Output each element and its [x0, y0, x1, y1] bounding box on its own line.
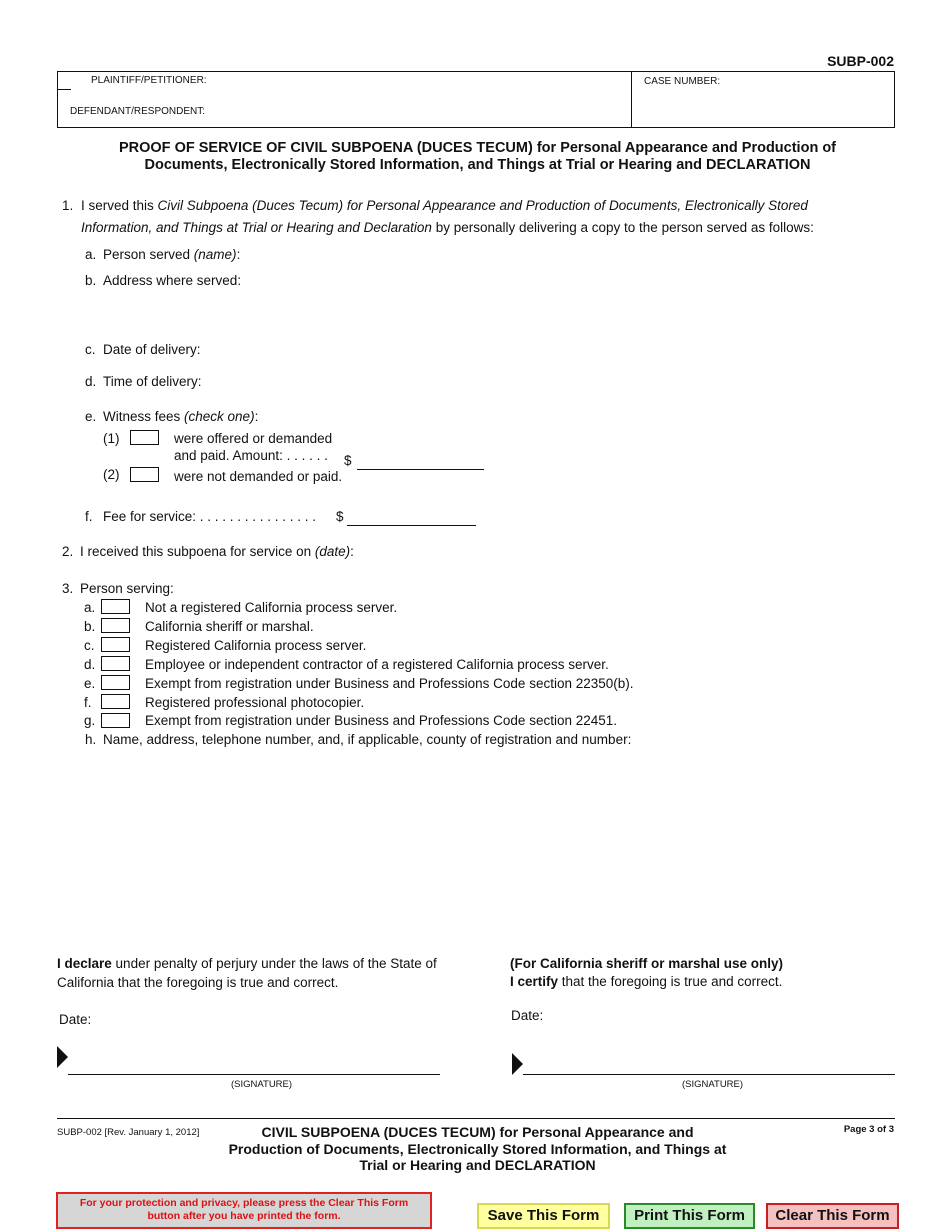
option-f-checkbox[interactable]	[101, 694, 130, 709]
footer-rule	[57, 1118, 895, 1119]
declaration-signature-label: (SIGNATURE)	[231, 1079, 293, 1090]
witness-fee-paid-checkbox[interactable]	[130, 430, 159, 445]
defendant-label: DEFENDANT/RESPONDENT:	[70, 106, 206, 117]
option-a-label: Not a registered California process server.	[145, 600, 398, 615]
witness-fee-option-1-number: (1)	[103, 431, 120, 446]
option-b-checkbox[interactable]	[101, 618, 130, 633]
sheriff-heading: (For California sheriff or marshal use only)	[510, 956, 784, 971]
declaration-line-2: California that the foregoing is true and correct.	[57, 975, 339, 990]
privacy-notice: For your protection and privacy, please press the Clear This Form button after you have printed the form.	[56, 1192, 432, 1229]
fee-for-service-amount-line[interactable]	[347, 525, 476, 526]
item-1-number: 1.	[62, 198, 74, 213]
witness-fee-not-demanded-checkbox[interactable]	[130, 467, 159, 482]
save-form-button[interactable]: Save This Form	[477, 1203, 610, 1229]
option-b-letter: b.	[84, 619, 96, 634]
address-served-label: Address where served:	[103, 273, 242, 288]
received-subpoena-label: I received this subpoena for service on (date):	[80, 544, 354, 559]
item-1f-letter: f.	[85, 509, 93, 524]
print-form-button[interactable]: Print This Form	[624, 1203, 755, 1229]
footer-title: CIVIL SUBPOENA (DUCES TECUM) for Personal Appearance and Production of Documents, Electronically Stored Information, and Things at Trial or Hearing and DECLARATION	[228, 1124, 727, 1173]
option-f-letter: f.	[84, 695, 92, 710]
sheriff-signature-arrow-icon	[512, 1053, 523, 1075]
signature-arrow-icon	[57, 1046, 68, 1068]
item-1e-letter: e.	[85, 409, 97, 424]
page-title: PROOF OF SERVICE OF CIVIL SUBPOENA (DUCES TECUM) for Personal Appearance and Production of Documents, Electronically Stored Information, and Things at Trial or Hearing and DECLARATION	[118, 140, 837, 173]
case-caption-box	[57, 71, 895, 128]
item-1-line-1: I served this Civil Subpoena (Duces Tecum) for Personal Appearance and Production of Documents, Electronically Stored	[81, 198, 808, 213]
declaration-signature-line[interactable]	[68, 1074, 440, 1075]
option-d-letter: d.	[84, 657, 96, 672]
form-number: SUBP-002	[827, 53, 894, 69]
option-h-letter: h.	[85, 732, 97, 747]
item-1-line-2: Information, and Things at Trial or Hearing and Declaration by personally delivering a copy to the person served as follows:	[81, 220, 814, 235]
witness-fee-dollar-sign: $	[344, 453, 352, 468]
option-a-letter: a.	[84, 600, 96, 615]
person-serving-label: Person serving:	[80, 581, 174, 596]
option-g-label: Exempt from registration under Business and Professions Code section 22451.	[145, 713, 618, 728]
sheriff-signature-line[interactable]	[523, 1074, 895, 1075]
witness-fee-paid-label-1: were offered or demanded	[174, 431, 333, 446]
plaintiff-label: PLAINTIFF/PETITIONER:	[91, 75, 207, 86]
witness-fee-option-2-number: (2)	[103, 467, 120, 482]
witness-fee-not-demanded-label: were not demanded or paid.	[174, 469, 343, 484]
option-c-label: Registered California process server.	[145, 638, 367, 653]
option-g-checkbox[interactable]	[101, 713, 130, 728]
fee-for-service-label: Fee for service: . . . . . . . . . . . . . . . .	[103, 509, 317, 524]
sheriff-certify-line: I certify that the foregoing is true and correct.	[510, 974, 783, 989]
option-d-checkbox[interactable]	[101, 656, 130, 671]
item-1c-letter: c.	[85, 342, 96, 357]
declaration-line-1: I declare under penalty of perjury under the laws of the State of	[57, 956, 437, 971]
witness-fees-label: Witness fees (check one):	[103, 409, 259, 424]
witness-fee-amount-line[interactable]	[357, 469, 484, 470]
person-served-label: Person served (name):	[103, 247, 241, 262]
sheriff-date-label: Date:	[511, 1008, 544, 1023]
item-2-number: 2.	[62, 544, 74, 559]
fee-for-service-dollar-sign: $	[336, 509, 344, 524]
form-revision: SUBP-002 [Rev. January 1, 2012]	[57, 1127, 200, 1138]
option-c-letter: c.	[84, 638, 95, 653]
page-number: Page 3 of 3	[843, 1124, 894, 1135]
option-h-label: Name, address, telephone number, and, if applicable, county of registration and number:	[103, 732, 632, 747]
option-b-label: California sheriff or marshal.	[145, 619, 314, 634]
case-number-label: CASE NUMBER:	[644, 76, 721, 87]
item-3-number: 3.	[62, 581, 74, 596]
item-1b-letter: b.	[85, 273, 97, 288]
option-e-letter: e.	[84, 676, 96, 691]
option-g-letter: g.	[84, 713, 96, 728]
option-c-checkbox[interactable]	[101, 637, 130, 652]
item-1d-letter: d.	[85, 374, 97, 389]
declaration-date-label: Date:	[59, 1012, 92, 1027]
date-of-delivery-label: Date of delivery:	[103, 342, 201, 357]
item-1a-letter: a.	[85, 247, 97, 262]
time-of-delivery-label: Time of delivery:	[103, 374, 202, 389]
witness-fee-paid-label-2: and paid. Amount: . . . . . .	[174, 448, 328, 463]
option-e-checkbox[interactable]	[101, 675, 130, 690]
sheriff-signature-label: (SIGNATURE)	[682, 1079, 744, 1090]
option-f-label: Registered professional photocopier.	[145, 695, 365, 710]
option-d-label: Employee or independent contractor of a registered California process server.	[145, 657, 609, 672]
option-a-checkbox[interactable]	[101, 599, 130, 614]
option-e-label: Exempt from registration under Business and Professions Code section 22350(b).	[145, 676, 634, 691]
clear-form-button[interactable]: Clear This Form	[766, 1203, 899, 1229]
